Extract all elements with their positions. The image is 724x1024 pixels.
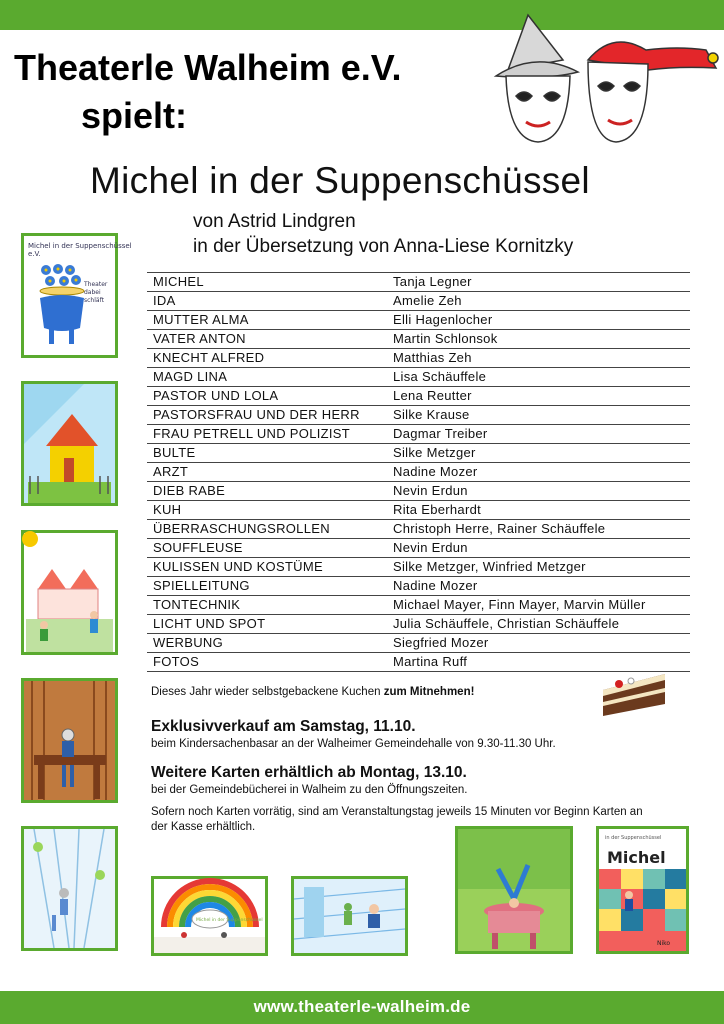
cast-role: SPIELLEITUNG [153, 578, 250, 593]
child-drawing-5 [21, 826, 118, 951]
cast-role: ARZT [153, 464, 189, 479]
cast-actor: Lena Reutter [393, 388, 472, 403]
theater-masks-illustration [488, 10, 724, 150]
svg-text:Theater: Theater [84, 281, 108, 288]
cast-role: KULISSEN UND KOSTÜME [153, 559, 323, 574]
cast-actor: Matthias Zeh [393, 350, 472, 365]
cast-row [147, 386, 690, 405]
cast-actor: Silke Metzger, Winfried Metzger [393, 559, 586, 574]
cast-actor: Christoph Herre, Rainer Schäuffele [393, 521, 606, 536]
poster-subheading: spielt: [81, 95, 188, 136]
tickets-heading: Weitere Karten erhältlich ab Montag, 13.10. [151, 764, 467, 781]
cast-role: KUH [153, 502, 182, 517]
cast-actor: Martin Schlonsok [393, 331, 498, 346]
cast-actor: Nevin Erdun [393, 540, 468, 555]
cast-role: LICHT UND SPOT [153, 616, 266, 631]
cast-row [147, 595, 690, 614]
website-link[interactable]: www.theaterle-walheim.de [253, 997, 471, 1016]
play-title: Michel in der Suppenschüssel [90, 160, 590, 201]
cast-role: FOTOS [153, 654, 200, 669]
cast-row [147, 538, 690, 557]
cast-actor: Michael Mayer, Finn Mayer, Marvin Müller [393, 597, 646, 612]
cast-row [147, 633, 690, 652]
cake-notice-text: Dieses Jahr wieder selbstgebackene Kuchen [151, 686, 384, 698]
mask-left [496, 15, 578, 142]
presale-text: beim Kindersachenbasar an der Walheimer Gemeindehalle von 9.30-11.30 Uhr. [151, 738, 556, 750]
cast-role: SOUFFLEUSE [153, 540, 243, 555]
cast-actor: Elli Hagenlocher [393, 312, 493, 327]
cast-table [147, 272, 690, 672]
cast-row [147, 481, 690, 500]
cast-role: PASTOR UND LOLA [153, 388, 279, 403]
cast-role: MAGD LINA [153, 369, 228, 384]
cast-role: MUTTER ALMA [153, 312, 249, 327]
child-drawing-3 [21, 530, 118, 655]
tickets-text: bei der Gemeindebücherei in Walheim zu den Öffnungszeiten. [151, 784, 468, 796]
child-drawing-7 [291, 876, 408, 956]
cast-row [147, 557, 690, 576]
child-drawing-8 [455, 826, 573, 954]
cast-row [147, 405, 690, 424]
cast-actor: Dagmar Treiber [393, 426, 488, 441]
cast-actor: Silke Krause [393, 407, 470, 422]
child-drawing-1 [21, 233, 132, 358]
child-drawing-9 [596, 826, 689, 954]
svg-text:dabei: dabei [84, 289, 101, 296]
cast-role: PASTORSFRAU UND DER HERR [153, 407, 360, 422]
svg-text:schläft: schläft [84, 297, 104, 304]
play-translation: in der Übersetzung von Anna-Liese Kornitzky [193, 236, 574, 257]
cake-slice-icon [601, 670, 671, 720]
svg-text:Michel in der Suppenschüssel: Michel in der Suppenschüssel [28, 242, 132, 250]
cast-row [147, 272, 690, 291]
cast-role: KNECHT ALFRED [153, 350, 265, 365]
cast-role: VATER ANTON [153, 331, 246, 346]
cast-row [147, 614, 690, 633]
cast-row [147, 424, 690, 443]
cast-row [147, 329, 690, 348]
cast-role: BULTE [153, 445, 196, 460]
svg-text:Michel in der Suppenschüssel: Michel in der Suppenschüssel [196, 918, 263, 923]
cast-actor: Nadine Mozer [393, 464, 478, 479]
cast-row [147, 443, 690, 462]
cast-row [147, 500, 690, 519]
cast-row [147, 310, 690, 329]
cast-actor: Martina Ruff [393, 654, 468, 669]
cast-row [147, 519, 690, 538]
svg-text:Michel: Michel [607, 848, 666, 867]
cast-row [147, 652, 690, 672]
cast-actor: Julia Schäuffele, Christian Schäuffele [393, 616, 620, 631]
play-author: von Astrid Lindgren [193, 211, 356, 232]
cast-row [147, 576, 690, 595]
cake-notice [151, 686, 474, 698]
cast-role: TONTECHNIK [153, 597, 241, 612]
cast-role: ÜBERRASCHUNGSROLLEN [153, 521, 330, 536]
cast-actor: Amelie Zeh [393, 293, 462, 308]
boxoffice-text-1: Sofern noch Karten vorrätig, sind am Veranstaltungstag jeweils 15 Minuten vor Beginn Karten an [151, 806, 643, 818]
child-drawing-4 [21, 678, 118, 803]
presale-heading: Exklusivverkauf am Samstag, 11.10. [151, 718, 416, 735]
boxoffice-text-2: der Kasse erhältlich. [151, 821, 256, 833]
cast-actor: Rita Eberhardt [393, 502, 482, 517]
mask-right [588, 42, 718, 142]
cast-role: MICHEL [153, 274, 204, 289]
cast-role: IDA [153, 293, 176, 308]
cast-row [147, 367, 690, 386]
cast-role: DIEB RABE [153, 483, 226, 498]
svg-text:Niko: Niko [657, 940, 671, 947]
cast-actor: Siegfried Mozer [393, 635, 489, 650]
cast-row [147, 462, 690, 481]
cast-actor: Nevin Erdun [393, 483, 468, 498]
cast-actor: Lisa Schäuffele [393, 369, 487, 384]
cast-actor: Nadine Mozer [393, 578, 478, 593]
cast-row [147, 348, 690, 367]
cast-role: FRAU PETRELL UND POLIZIST [153, 426, 350, 441]
child-drawing-6 [151, 876, 268, 956]
child-drawing-2 [21, 381, 118, 506]
cast-actor: Tanja Legner [393, 274, 472, 289]
poster-heading: Theaterle Walheim e.V. [14, 47, 402, 88]
svg-text:e.V.: e.V. [28, 250, 41, 258]
cake-notice-emphasis: zum Mitnehmen! [383, 686, 475, 698]
cast-actor: Silke Metzger [393, 445, 476, 460]
cast-role: WERBUNG [153, 635, 223, 650]
cast-row [147, 291, 690, 310]
svg-text:in der Suppenschüssel: in der Suppenschüssel [605, 835, 662, 841]
